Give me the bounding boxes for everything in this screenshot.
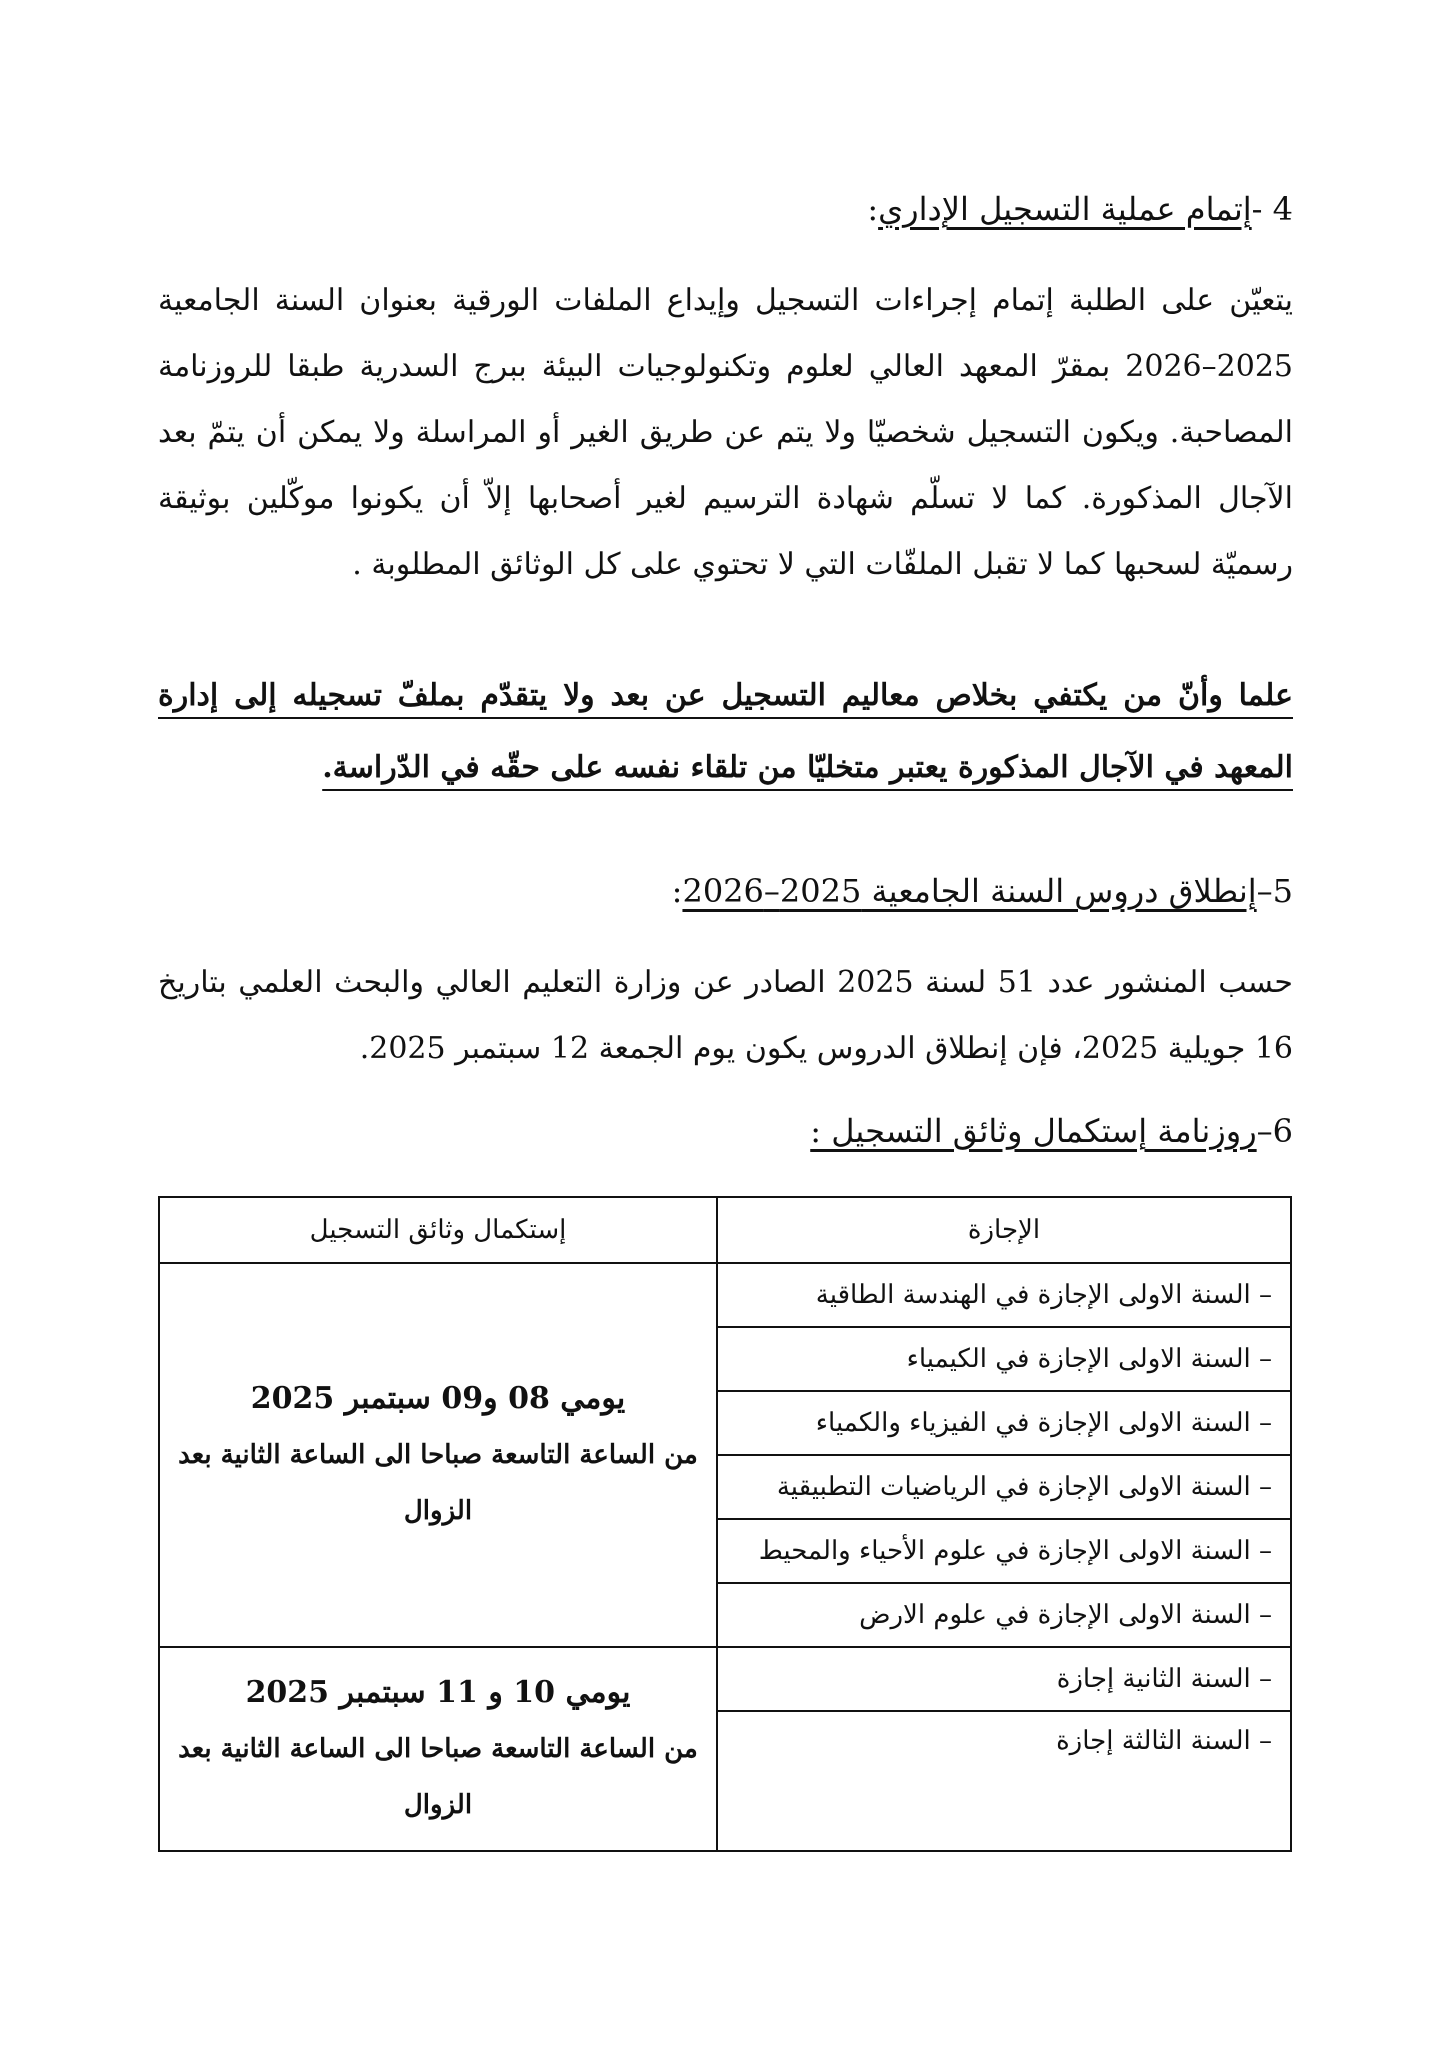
- section-4-heading: [867, 190, 1293, 228]
- section-6-heading: [810, 1112, 1293, 1150]
- schedule-time: من الساعة التاسعة صباحا الى الساعة الثانية بعد الزوال: [178, 1734, 698, 1820]
- schedule-date: يومي 08 و09 سبتمبر 2025: [250, 1381, 626, 1416]
- program-cell: – السنة الاولى الإجازة في الفيزياء والكمياء: [717, 1391, 1291, 1455]
- program-cell: – السنة الثالثة إجازة: [717, 1711, 1291, 1851]
- section-6-number: 6–: [1256, 1112, 1293, 1150]
- table-row: [159, 1263, 1291, 1327]
- column-header-schedule: إستكمال وثائق التسجيل: [159, 1197, 717, 1263]
- program-cell: – السنة الاولى الإجازة في الهندسة الطاقية: [717, 1263, 1291, 1327]
- column-header-program: الإجازة: [717, 1197, 1291, 1263]
- program-cell: – السنة الثانية إجازة: [717, 1647, 1291, 1711]
- section-4-title: إتمام عملية التسجيل الإداري: [878, 190, 1252, 228]
- table-row: [159, 1647, 1291, 1711]
- section-4-number: 4 -: [1251, 190, 1293, 228]
- late-registration-notice-text: علما وأنّ من يكتفي بخلاص معاليم التسجيل عن بعد ولا يتقدّم بملفّ تسجيله إلى إدارة المعهد في الآجال المذكورة يعتبر متخليّا من تلقاء نفسه على حقّه في الدّراسة.: [158, 678, 1293, 785]
- schedule-date: يومي 10 و 11 سبتمبر 2025: [245, 1675, 631, 1710]
- program-cell: – السنة الاولى الإجازة في الكيمياء: [717, 1327, 1291, 1391]
- section-5-number: 5–: [1256, 872, 1293, 910]
- schedule-cell-group-1: [159, 1263, 717, 1647]
- program-cell: – السنة الاولى الإجازة في علوم الأحياء والمحيط: [717, 1519, 1291, 1583]
- program-cell: – السنة الاولى الإجازة في علوم الارض: [717, 1583, 1291, 1647]
- late-registration-notice: [158, 660, 1293, 804]
- section-5-heading: [672, 872, 1293, 910]
- section-6-title: روزنامة إستكمال وثائق التسجيل :: [810, 1112, 1257, 1150]
- section-4-paragraph: يتعيّن على الطلبة إتمام إجراءات التسجيل وإيداع الملفات الورقية بعنوان السنة الجامعية 2025–2026 بمقرّ المعهد العالي لعلوم وتكنولوجيات البيئة ببرج السدرية طبقا للروزنامة المصاحبة. ويكون التسجيل شخصيّا ولا يتم عن طريق الغير أو المراسلة ولا يمكن أن يتمّ بعد الآجال المذكورة. كما لا تسلّم شهادة الترسيم لغير أصحابها إلاّ أن يكونوا موكّلين بوثيقة رسميّة لسحبها كما لا تقبل الملفّات التي لا تحتوي على كل الوثائق المطلوبة .: [158, 283, 1293, 582]
- section-4-colon: :: [867, 190, 879, 228]
- section-5-paragraph: حسب المنشور عدد 51 لسنة 2025 الصادر عن وزارة التعليم العالي والبحث العلمي بتاريخ 16 جويلية 2025، فإن إنطلاق الدروس يكون يوم الجمعة 12 سبتمبر 2025.: [158, 965, 1293, 1066]
- table-header-row: [159, 1197, 1291, 1263]
- section-5-title: إنطلاق دروس السنة الجامعية 2025–2026: [682, 872, 1257, 910]
- schedule-time: من الساعة التاسعة صباحا الى الساعة الثانية بعد الزوال: [178, 1440, 698, 1526]
- program-cell: – السنة الاولى الإجازة في الرياضيات التطبيقية: [717, 1455, 1291, 1519]
- registration-schedule-table: [158, 1196, 1292, 1852]
- schedule-cell-group-2: [159, 1647, 717, 1851]
- section-5-colon: :: [671, 872, 683, 910]
